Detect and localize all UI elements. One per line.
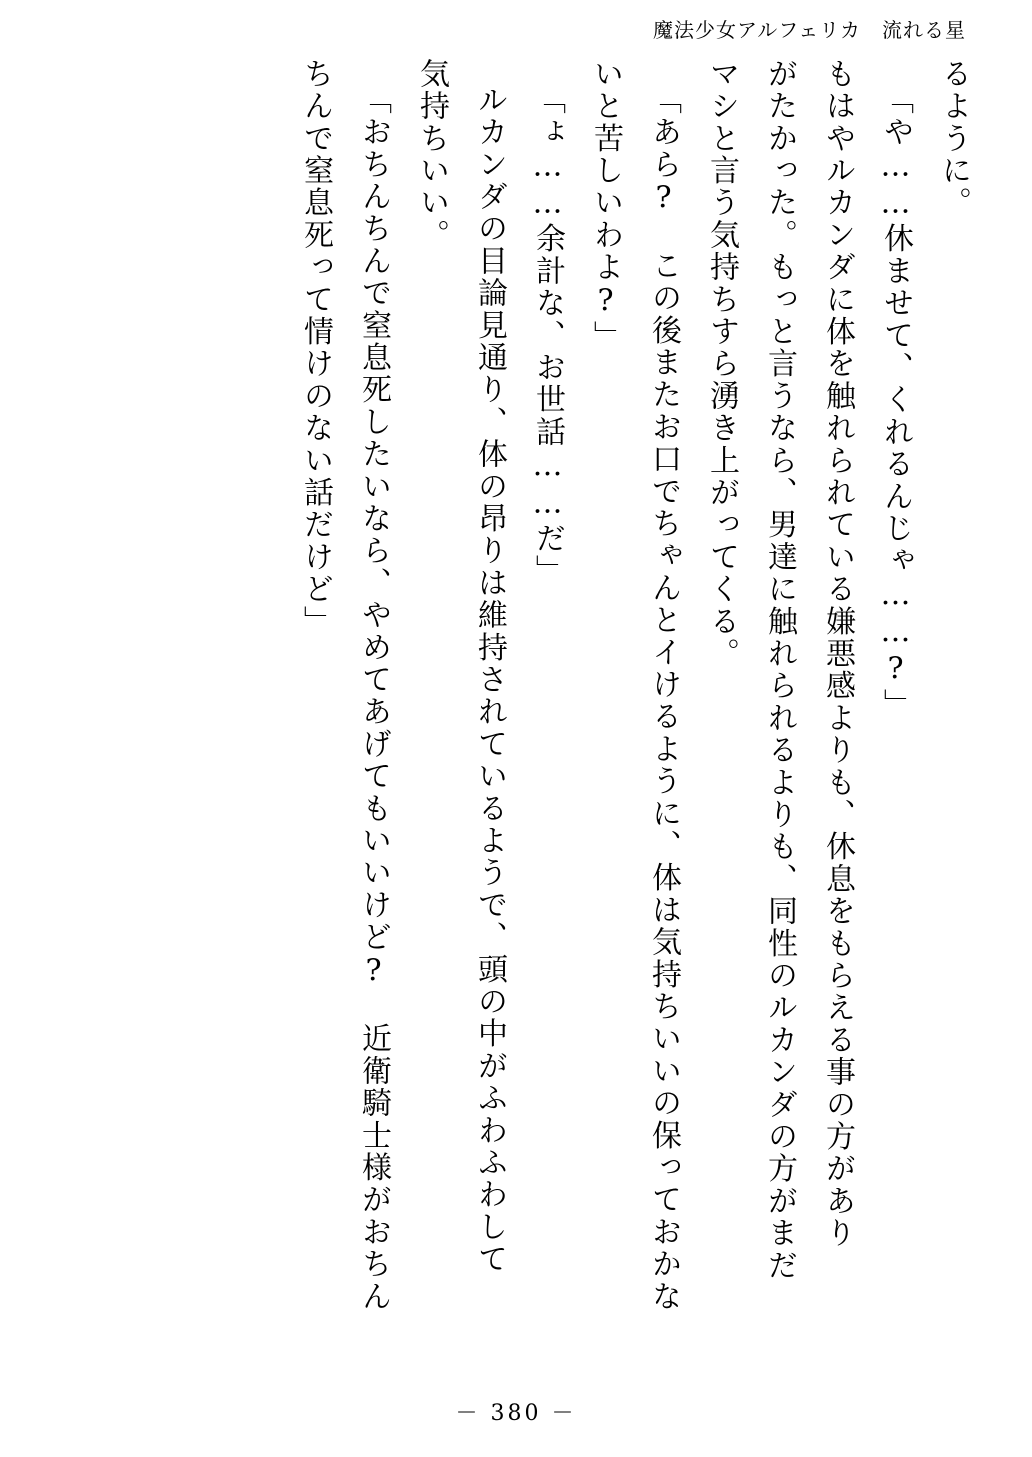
text-line: 「ょ……余計な、お世話……だ」 xyxy=(530,84,565,587)
text-line: もはやルカンダに体を触れられている嫌悪感よりも、休息をもらえる事の方があり xyxy=(820,58,855,1250)
text-line: ルカンダの目論見通り、体の昂りは維持されているようで、頭の中がふわふわして xyxy=(472,84,507,1276)
page-number: － 380 － xyxy=(455,1401,577,1426)
text-line: 「あら? この後またお口でちゃんとイけるように、体は気持ちいいの保っておかな xyxy=(646,84,681,1313)
text-line: いと苦しいわよ?」 xyxy=(588,58,623,353)
text-line: 「や……休ませて、くれるんじゃ……?」 xyxy=(878,84,913,721)
text-line: るように。 xyxy=(936,58,971,219)
text-line: マシと言う気持ちすら湧き上がってくる。 xyxy=(704,58,739,670)
text-line: 「おちんちんで窒息死したいなら、やめてあげてもいいけど? 近衛騎士様がおちん xyxy=(356,84,391,1313)
text-line: がたかった。もっと言うなら、男達に触れられるよりも、同性のルカンダの方がまだ xyxy=(762,58,797,1282)
page-body xyxy=(64,58,971,1368)
text-line: 気持ちいい。 xyxy=(414,58,449,252)
text-line: ちんで窒息死って情けのない話だけど」 xyxy=(298,58,333,638)
running-head: 魔法少女アルフェリカ 流れる星 xyxy=(653,18,966,42)
